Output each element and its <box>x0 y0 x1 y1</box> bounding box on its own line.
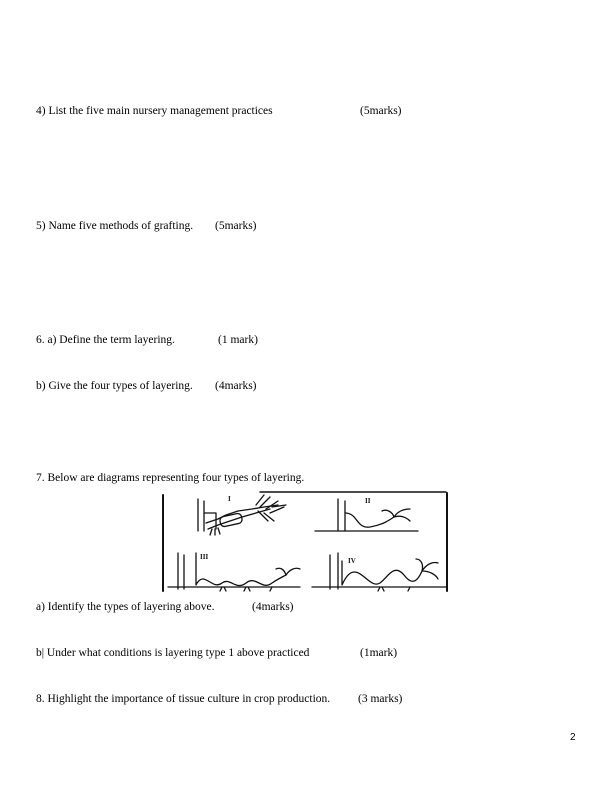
question-5-marks: (5marks) <box>215 220 257 232</box>
question-8-marks: (3 marks) <box>358 693 403 705</box>
question-6b-marks: (4marks) <box>215 380 257 392</box>
question-7: 7. Below are diagrams representing four types of layering. <box>36 472 305 484</box>
question-6b: b) Give the four types of layering. <box>36 380 193 392</box>
question-4: 4) List the five main nursery management practices <box>36 105 273 117</box>
question-6a-marks: (1 mark) <box>218 334 258 346</box>
diagram-iv <box>312 553 446 591</box>
page-number: 2 <box>570 732 576 743</box>
diagram-iii <box>168 553 300 591</box>
diagram-i <box>198 495 286 535</box>
question-8: 8. Highlight the importance of tissue culture in crop production. <box>36 693 331 705</box>
question-7a: a) Identify the types of layering above. <box>36 601 215 613</box>
diagram-label-iv: IV <box>348 557 356 565</box>
question-7b: b| Under what conditions is layering type 1 above practiced <box>36 647 310 659</box>
question-7a-marks: (4marks) <box>252 601 294 613</box>
layering-diagrams-figure <box>160 491 450 593</box>
question-7b-marks: (1mark) <box>360 647 398 659</box>
question-5: 5) Name five methods of grafting. <box>36 220 194 232</box>
diagram-label-ii: II <box>365 497 371 505</box>
question-4-marks: (5marks) <box>360 105 402 117</box>
diagram-label-iii: III <box>200 553 209 561</box>
diagram-label-i: I <box>228 495 231 503</box>
question-6a: 6. a) Define the term layering. <box>36 334 175 346</box>
